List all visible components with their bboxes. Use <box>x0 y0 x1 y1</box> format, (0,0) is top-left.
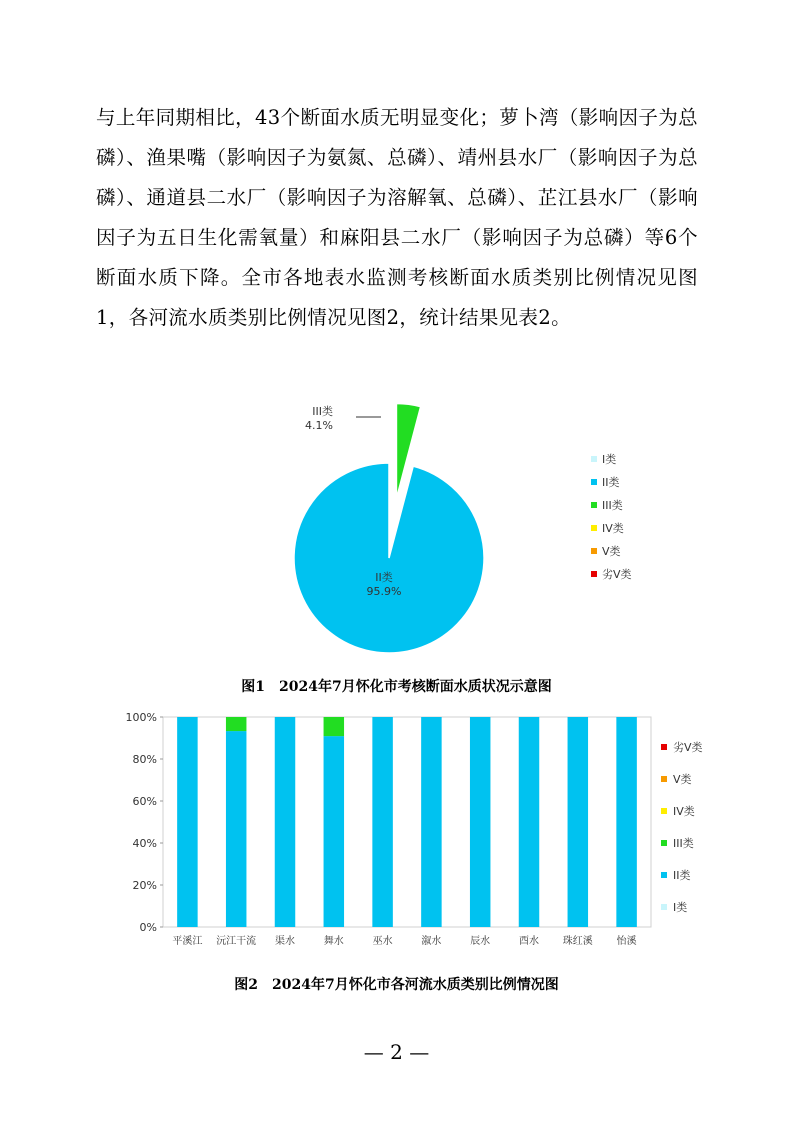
pie-legend-swatch <box>591 525 597 531</box>
pie-label-ii-name: II类 <box>375 571 393 584</box>
figure1-caption: 图1 2024年7月怀化市考核断面水质状况示意图 <box>241 679 552 695</box>
x-tick-label: 溆水 <box>421 936 442 947</box>
pie-chart <box>0 400 793 660</box>
y-tick-label: 0% <box>139 921 157 934</box>
pie-legend-label: V类 <box>602 545 621 558</box>
bar-legend-label: II类 <box>673 869 691 882</box>
pie-slice-ii <box>294 463 484 653</box>
x-tick-label: 渠水 <box>275 936 295 947</box>
pie-legend-label: II类 <box>602 476 620 489</box>
pie-legend-swatch <box>591 502 597 508</box>
x-tick-label: 珠红溪 <box>562 936 593 947</box>
bar-legend-swatch <box>661 872 667 878</box>
bar-segment <box>275 717 295 927</box>
bar-segment <box>421 717 441 927</box>
bar-segment <box>324 717 344 736</box>
bar-legend-label: I类 <box>673 901 688 914</box>
bar-legend-swatch <box>661 840 667 846</box>
bar-segment <box>226 717 246 731</box>
bar-legend-label: V类 <box>673 773 692 786</box>
bar-segment <box>324 736 344 927</box>
x-tick-label: 平溪江 <box>172 936 203 947</box>
bar-segment <box>519 717 539 927</box>
y-tick-label: 100% <box>125 711 157 724</box>
bar-segment <box>616 717 636 927</box>
bar-legend-swatch <box>661 776 667 782</box>
bar-segment <box>372 717 392 927</box>
bar-legend-label: IV类 <box>673 805 695 818</box>
pie-legend-swatch <box>591 571 597 577</box>
pie-label-iii-value: 4.1% <box>305 419 333 432</box>
bar-legend-swatch <box>661 808 667 814</box>
x-tick-label: 酉水 <box>519 936 539 947</box>
pie-legend-label: III类 <box>602 499 623 512</box>
stacked-bar-chart <box>0 705 793 965</box>
x-tick-label: 怡溪 <box>616 936 637 947</box>
pie-legend-swatch <box>591 479 597 485</box>
y-tick-label: 40% <box>132 837 157 850</box>
pie-legend-swatch <box>591 456 597 462</box>
pie-legend-label: I类 <box>602 453 617 466</box>
x-tick-label: 舞水 <box>323 936 344 947</box>
bar-legend-swatch <box>661 744 667 750</box>
pie-legend-label: IV类 <box>602 522 624 535</box>
bar-legend-label: 劣V类 <box>673 741 703 754</box>
y-tick-label: 20% <box>132 879 157 892</box>
x-tick-label: 巫水 <box>372 936 393 947</box>
x-tick-label: 辰水 <box>470 936 491 947</box>
y-tick-label: 60% <box>132 795 157 808</box>
bar-legend-swatch <box>661 904 667 910</box>
pie-legend-label: 劣V类 <box>602 568 632 581</box>
pie-label-iii-name: III类 <box>312 405 333 418</box>
figure2-caption: 图2 2024年7月怀化市各河流水质类别比例情况图 <box>234 977 559 993</box>
bar-segment <box>177 717 197 927</box>
bar-segment <box>226 731 246 927</box>
bar-segment <box>470 717 490 927</box>
x-tick-label: 沅江干流 <box>216 936 257 947</box>
body-paragraph: 与上年同期相比，43个断面水质无明显变化；萝卜湾（影响因子为总磷）、渔果嘴（影响因子为氨氮、总磷）、靖州县水厂（影响因子为总磷）、通道县二水厂（影响因子为溶解氧、总磷）、芷江县水厂（影响因子为五日生化需氧量）和麻阳县二水厂（影响因子为总磷）等6个断面水质下降。全市各地表水监测考核断面水质类别比例情况见图1，各河流水质类别比例情况见图2，统计结果见表2。 <box>96 106 698 329</box>
bar-segment <box>568 717 588 927</box>
y-tick-label: 80% <box>132 753 157 766</box>
pie-legend-swatch <box>591 548 597 554</box>
bar-legend-label: III类 <box>673 837 694 850</box>
pie-label-ii-value: 95.9% <box>366 585 402 598</box>
page-number: — 2 — <box>363 1040 430 1064</box>
